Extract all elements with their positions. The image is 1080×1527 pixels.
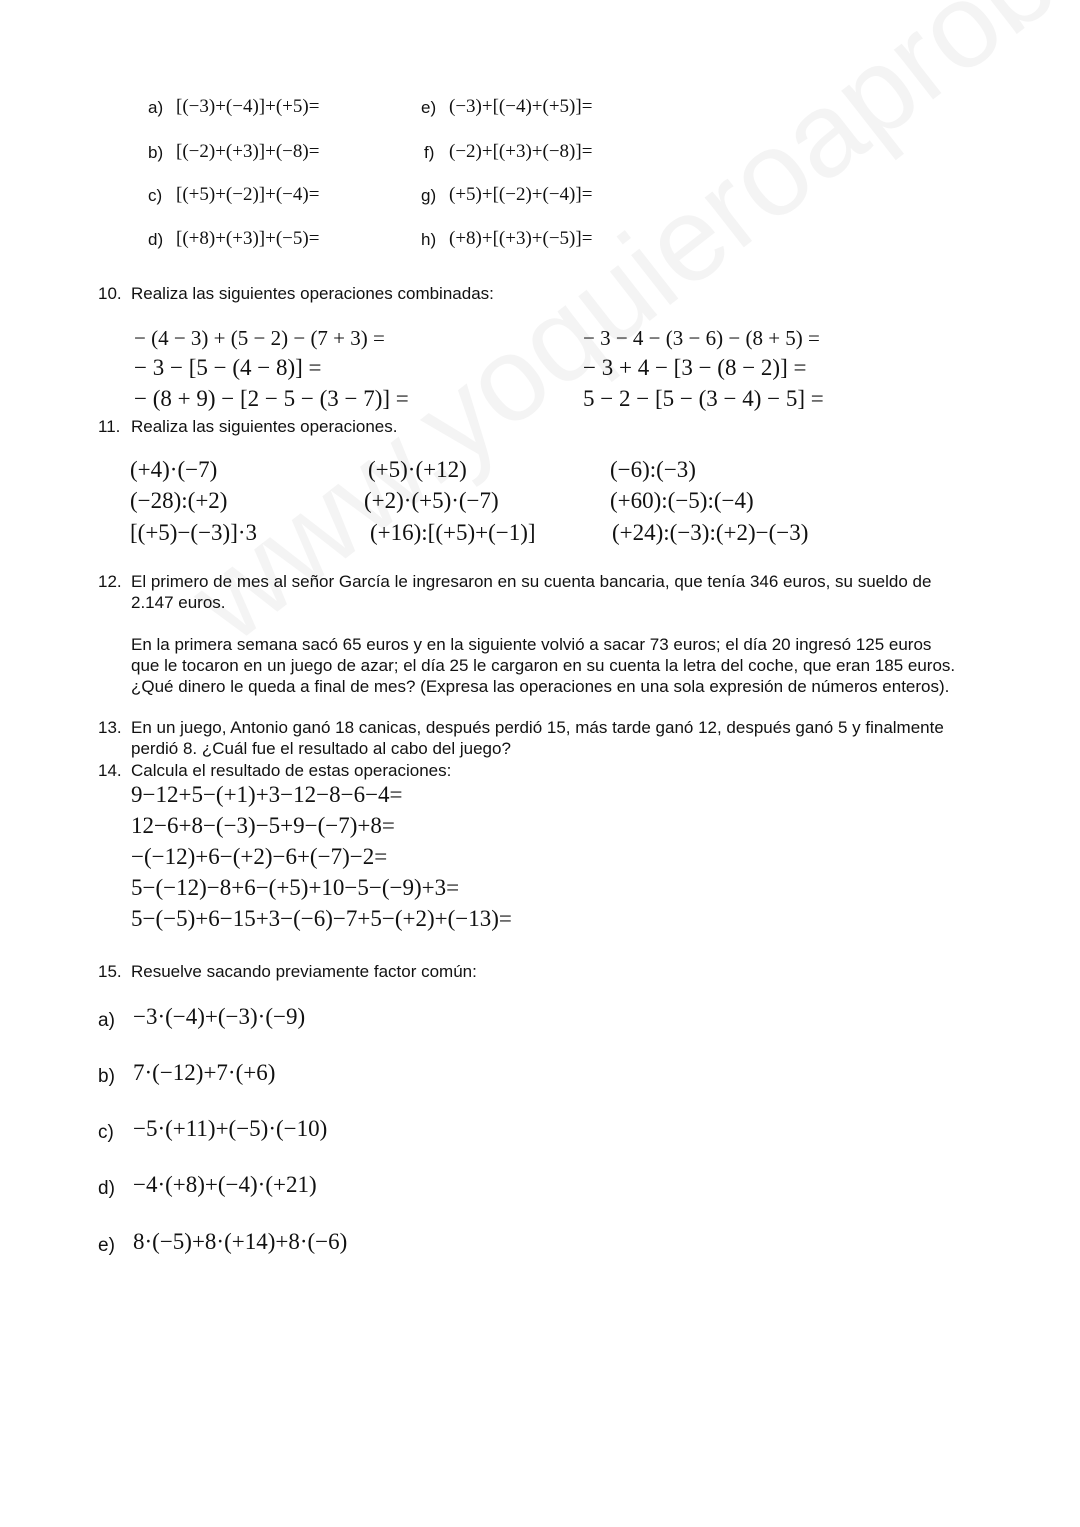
expression: [(+5)+(−2)]+(−4)= xyxy=(176,184,320,205)
item-label: a) xyxy=(148,98,164,117)
paragraph-line: que le tocaron en un juego de azar; el día 25 le cargaron en su cuenta la letra del coche, que eran 185 euros. xyxy=(131,656,956,675)
exercise-number: 15. xyxy=(98,962,122,981)
item-label: b) xyxy=(98,1066,115,1087)
expression: (+4)·(−7) xyxy=(130,457,218,482)
item-label: c) xyxy=(98,1122,114,1143)
expression: (+16):[(+5)+(−1)] xyxy=(370,520,536,545)
expression: (+5)·(+12) xyxy=(368,457,467,482)
exercise-number: 12. xyxy=(98,572,122,591)
exercise-number: 13. xyxy=(98,718,122,737)
expression: (+8)+[(+3)+(−5)]= xyxy=(449,228,593,249)
expression: (−28):(+2) xyxy=(130,488,228,513)
paragraph-line: perdió 8. ¿Cuál fue el resultado al cabo del juego? xyxy=(131,739,511,758)
expression: (+2)·(+5)·(−7) xyxy=(364,488,499,513)
paragraph-line: El primero de mes al señor García le ingresaron en su cuenta bancaria, que tenía 346 euros, su sueldo de xyxy=(131,572,932,591)
expression: −4·(+8)+(−4)·(+21) xyxy=(133,1172,317,1197)
item-label: g) xyxy=(421,186,437,205)
expression: − (8 + 9) − [2 − 5 − (3 − 7)] = xyxy=(134,386,409,411)
expression: − (4 − 3) + (5 − 2) − (7 + 3) = xyxy=(134,326,385,350)
expression: −(−12)+6−(+2)−6+(−7)−2= xyxy=(131,844,388,869)
expression: 9−12+5−(+1)+3−12−8−6−4= xyxy=(131,782,403,807)
paragraph-line: ¿Qué dinero le queda a final de mes? (Expresa las operaciones en una sola expresión de números enteros). xyxy=(131,677,950,696)
expression: [(+5)−(−3)]·3 xyxy=(130,520,258,545)
paragraph-line: En un juego, Antonio ganó 18 canicas, después perdió 15, más tarde ganó 12, después ganó 5 y finalmente xyxy=(131,718,944,737)
expression: [(−3)+(−4)]+(+5)= xyxy=(176,96,320,117)
exercise-title: Realiza las siguientes operaciones. xyxy=(131,417,398,436)
expression: (−2)+[(+3)+(−8)]= xyxy=(449,141,593,162)
expression: − 3 + 4 − [3 − (8 − 2)] = xyxy=(583,355,807,380)
expression: 12−6+8−(−3)−5+9−(−7)+8= xyxy=(131,813,395,838)
paragraph-line: En la primera semana sacó 65 euros y en la siguiente volvió a sacar 73 euros; el día 20 ingresó 125 euros xyxy=(131,635,932,654)
item-label: h) xyxy=(421,230,437,249)
exercise-number: 11. xyxy=(98,417,121,436)
expression: −5·(+11)+(−5)·(−10) xyxy=(133,1116,328,1141)
exercise-title: Realiza las siguientes operaciones combinadas: xyxy=(131,284,494,303)
item-label: b) xyxy=(148,143,164,162)
item-label: f) xyxy=(424,143,435,162)
expression: 5−(−5)+6−15+3−(−6)−7+5−(+2)+(−13)= xyxy=(131,906,512,931)
item-label: e) xyxy=(98,1235,115,1256)
expression: 8·(−5)+8·(+14)+8·(−6) xyxy=(133,1229,348,1254)
exercise-number: 10. xyxy=(98,284,122,303)
expression: 7·(−12)+7·(+6) xyxy=(133,1060,276,1085)
expression: (−6):(−3) xyxy=(610,457,696,482)
item-label: d) xyxy=(98,1178,115,1199)
expression: 5−(−12)−8+6−(+5)+10−5−(−9)+3= xyxy=(131,875,460,900)
item-label: d) xyxy=(148,230,164,249)
item-label: e) xyxy=(421,98,437,117)
expression: −3·(−4)+(−3)·(−9) xyxy=(133,1004,306,1029)
expression: (+24):(−3):(+2)−(−3) xyxy=(612,520,809,545)
expression: − 3 − 4 − (3 − 6) − (8 + 5) = xyxy=(583,326,820,350)
expression: [(+8)+(+3)]+(−5)= xyxy=(176,228,320,249)
expression: [(−2)+(+3)]+(−8)= xyxy=(176,141,320,162)
item-label: c) xyxy=(148,186,163,205)
expression: − 3 − [5 − (4 − 8)] = xyxy=(134,355,322,380)
exercise-title: Resuelve sacando previamente factor común: xyxy=(131,962,477,981)
exercise-title: Calcula el resultado de estas operaciones: xyxy=(131,761,452,780)
exercise-number: 14. xyxy=(98,761,122,780)
expression: (−3)+[(−4)+(+5)]= xyxy=(449,96,593,117)
item-label: a) xyxy=(98,1010,115,1031)
expression: (+60):(−5):(−4) xyxy=(610,488,754,513)
expression: (+5)+[(−2)+(−4)]= xyxy=(449,184,593,205)
paragraph-line: 2.147 euros. xyxy=(131,593,226,612)
expression: 5 − 2 − [5 − (3 − 4) − 5] = xyxy=(583,386,824,411)
